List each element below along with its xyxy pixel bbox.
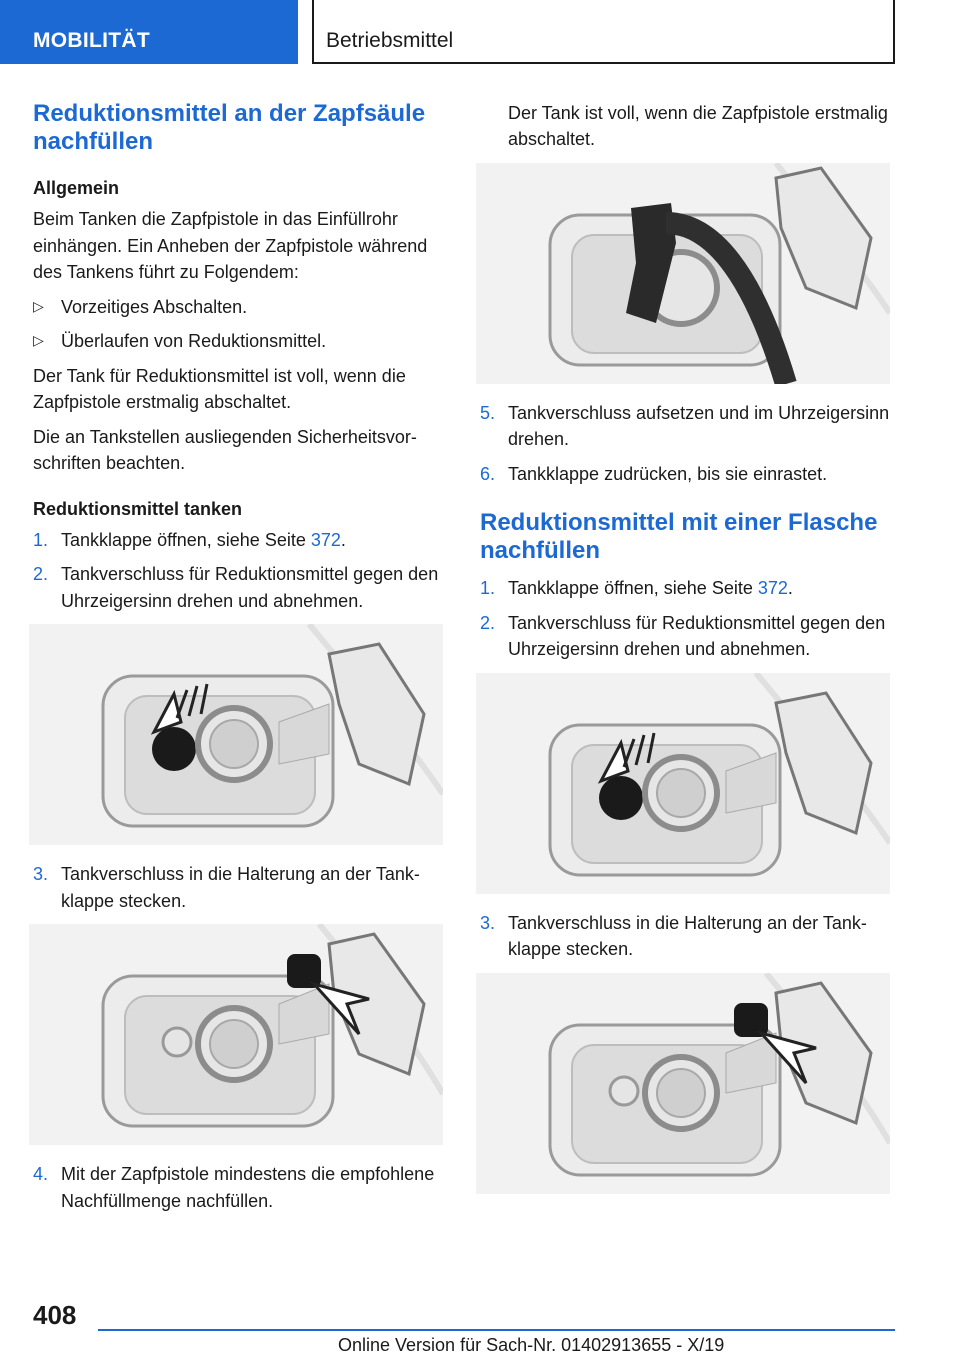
full-text: Der Tank für Reduktionsmittel ist voll, wenn die Zapfpistole erstmalig abschaltet. xyxy=(33,365,406,413)
step-item: 5. Tankverschluss aufsetzen und im Uhrzeigersinn drehen. xyxy=(480,402,890,450)
section-title: Betriebsmittel xyxy=(312,0,895,64)
general-text: Beim Tanken die Zapfpistole in das Einfüllrohr einhängen. Ein Anheben der Zapfpistole während des Tankens führt zu Folgendem: xyxy=(33,209,428,283)
footer-online-version: Online Version für Sach-Nr. 01402913655 - X/19 xyxy=(338,1335,725,1355)
subheading-refuel: Reduktionsmittel tanken xyxy=(33,498,243,519)
chapter-tab: MOBILITÄT xyxy=(0,0,298,64)
section-heading: Reduktionsmittel an der Zapfsäule nachfüllen xyxy=(33,100,426,156)
list-item: ▷ Vorzeitiges Abschalten. xyxy=(33,296,248,317)
step-item: 3. Tankverschluss in die Halterung an der Tankklappe stecken. xyxy=(480,912,867,960)
list-item: ▷ Überlaufen von Reduktionsmittel. xyxy=(33,331,327,352)
page-link[interactable]: 372 xyxy=(757,578,788,599)
section-heading-bottle: Reduktionsmittel mit einer Flasche nachfüllen xyxy=(480,509,878,565)
triangle-bullet-icon: ▷ xyxy=(33,332,44,349)
right-column xyxy=(480,100,894,1210)
full-text-right: Der Tank ist voll, wenn die Zapfpistole erstmalig abschaltet. xyxy=(508,103,888,150)
steps-list xyxy=(33,861,447,914)
steps-list xyxy=(480,910,894,963)
step-item: 1. Tankklappe öffnen, siehe Seite 372. xyxy=(480,578,793,599)
safety-text: Die an Tankstellen ausliegenden Sicherheitsvorschriften beachten. xyxy=(33,426,417,474)
steps-list xyxy=(33,1161,447,1214)
illustration-cap-holder xyxy=(29,924,443,1145)
step-item: 4. Mit der Zapfpistole mindestens die empfohlene Nachfüllmenge nachfüllen. xyxy=(33,1164,435,1211)
steps-list xyxy=(480,400,894,487)
step-item: 2. Tankverschluss für Reduktionsmittel gegen den Uhrzeigersinn drehen und abnehmen. xyxy=(33,564,439,611)
step-item: 2. Tankverschluss für Reduktionsmittel gegen den Uhrzeigersinn drehen und abnehmen. xyxy=(480,612,886,660)
illustration-nozzle xyxy=(476,163,890,384)
page-number: 408 xyxy=(33,1300,77,1330)
subheading-general: Allgemein xyxy=(33,178,120,199)
footer-divider xyxy=(98,1329,895,1331)
bullet-list xyxy=(33,294,447,355)
illustration-open-cap-right xyxy=(476,673,890,894)
steps-list xyxy=(33,527,447,614)
triangle-bullet-icon: ▷ xyxy=(33,297,44,314)
page-link[interactable]: 372 xyxy=(310,529,341,550)
left-column xyxy=(33,100,447,1222)
step-item: 1. Tankklappe öffnen, siehe Seite 372. xyxy=(33,529,346,550)
illustration-cap-holder-right xyxy=(476,973,890,1194)
step-item: 3. Tankverschluss in die Halterung an der Tankklappe stecken. xyxy=(33,864,420,911)
step-item: 6. Tankklappe zudrücken, bis sie einrastet. xyxy=(480,463,828,484)
illustration-open-cap xyxy=(29,624,443,845)
steps-list xyxy=(480,575,894,662)
